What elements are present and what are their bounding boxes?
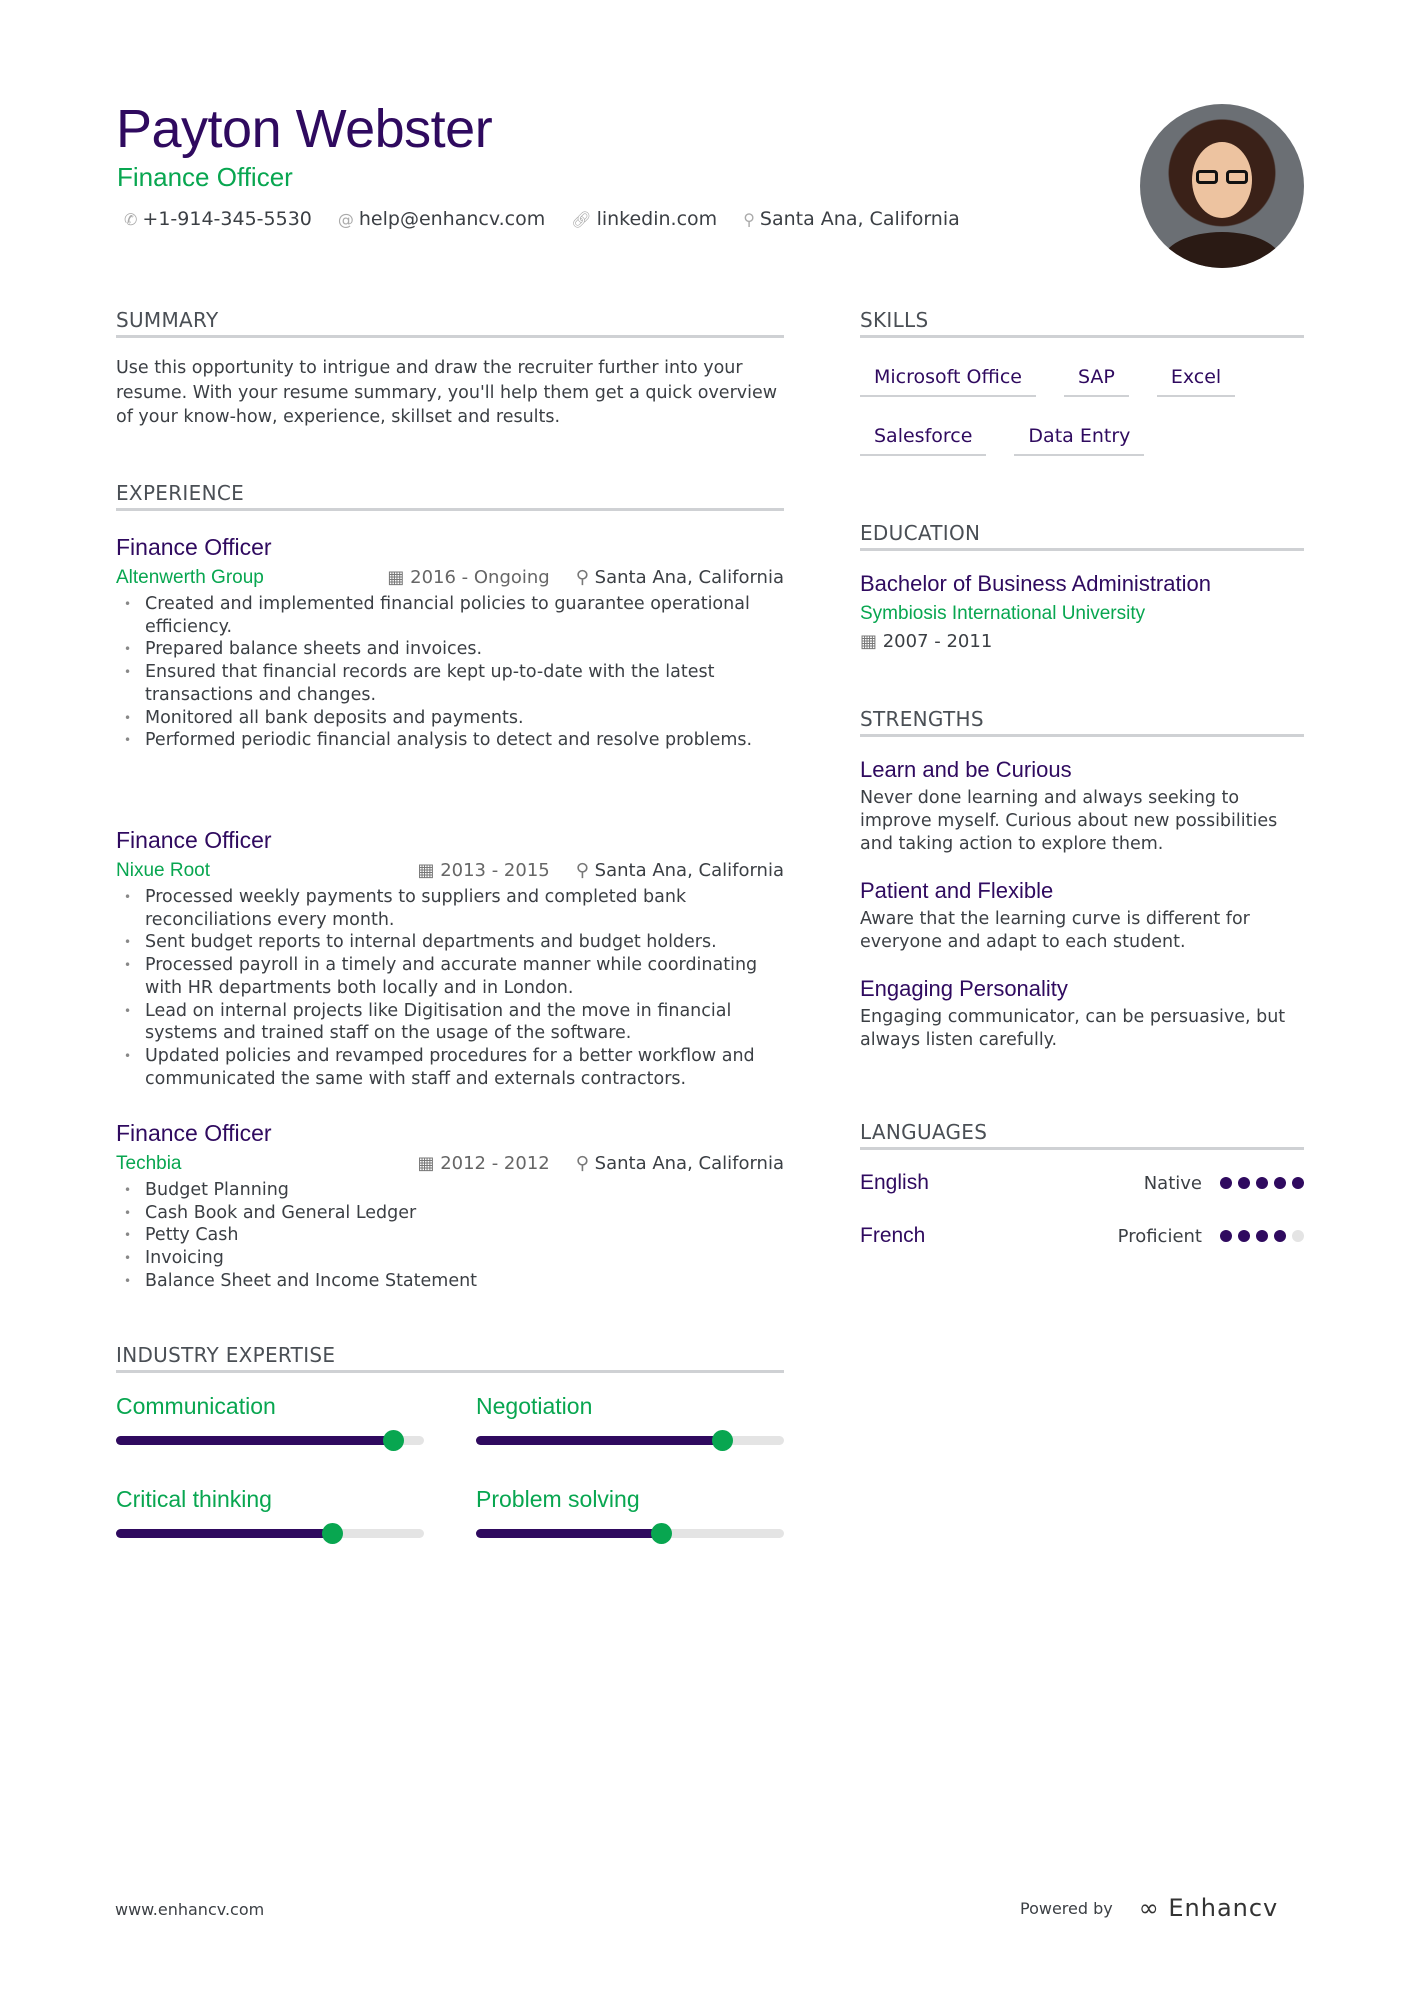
experience-heading: EXPERIENCE	[116, 481, 784, 511]
bullet-item: • Cash Book and General Ledger	[116, 1202, 784, 1225]
footer-branding	[1020, 1894, 1278, 1922]
calendar-icon: ▦	[417, 860, 441, 881]
dot-filled	[1292, 1177, 1304, 1189]
job-entry	[116, 534, 784, 752]
job-location	[576, 567, 784, 588]
skills-heading: SKILLS	[860, 308, 1304, 338]
job-title: Finance Officer	[116, 1120, 272, 1146]
bullet-item: • Updated policies and revamped procedures for a better workflow and communicated the same with staff and externals contractors.	[116, 1045, 784, 1090]
language-dots	[1220, 1177, 1304, 1189]
expertise-label: Negotiation	[476, 1393, 593, 1419]
skill-tag: Data Entry	[1014, 425, 1144, 456]
job-meta	[417, 860, 784, 881]
job-meta-row	[116, 860, 784, 882]
dot-filled	[1274, 1177, 1286, 1189]
job-dates	[417, 860, 549, 881]
job-bullets	[116, 886, 784, 1090]
job-location	[576, 860, 784, 881]
expertise-bar	[116, 1529, 424, 1538]
dot-filled	[1238, 1177, 1250, 1189]
bullet-item: • Invoicing	[116, 1247, 784, 1270]
contact-location	[743, 208, 960, 230]
expertise-item	[476, 1486, 784, 1538]
expertise-knob	[383, 1430, 404, 1451]
expertise-item	[116, 1393, 424, 1445]
link-icon: 🔗︎	[571, 210, 592, 229]
job-entry	[116, 1120, 784, 1293]
bullet-item: • Lead on internal projects like Digitisation and the move in financial systems and trained staff on the usage of the software.	[116, 1000, 784, 1045]
education-section	[860, 521, 1304, 652]
school: Symbiosis International University	[860, 603, 1146, 624]
expertise-bar-fill	[116, 1529, 332, 1538]
location-icon: ⚲	[575, 860, 595, 881]
strength-item	[860, 878, 1304, 954]
dot-empty	[1292, 1230, 1304, 1242]
skills-section	[860, 308, 1304, 456]
language-level	[1144, 1173, 1304, 1194]
dot-filled	[1220, 1230, 1232, 1242]
expertise-bar-fill	[476, 1529, 661, 1538]
company-name: Nixue Root	[116, 860, 210, 881]
job-title: Finance Officer	[116, 827, 272, 853]
dot-filled	[1274, 1230, 1286, 1242]
job-location	[576, 1153, 784, 1174]
contact-phone	[124, 208, 312, 230]
summary-text: Use this opportunity to intrigue and draw the recruiter further into your resume. With your resume summary, you'll help them get a quick overview of your know-how, experience, skillset and results.	[116, 358, 778, 427]
expertise-bar	[476, 1436, 784, 1445]
experience-heading-wrap	[116, 481, 784, 511]
skill-tag: Excel	[1157, 366, 1235, 397]
dot-filled	[1238, 1230, 1250, 1242]
job-location-text: Santa Ana, California	[594, 1153, 784, 1174]
strength-item	[860, 757, 1304, 856]
at-icon: @	[337, 210, 354, 229]
education-dates	[860, 631, 1304, 652]
company-name: Techbia	[116, 1153, 182, 1174]
industry-heading: INDUSTRY EXPERTISE	[116, 1343, 784, 1373]
contact-bar	[124, 208, 960, 230]
skill-tag: Salesforce	[860, 425, 986, 456]
strength-text: Never done learning and always seeking to improve myself. Curious about new possibilities and taking action to explore them.	[860, 788, 1278, 854]
job-meta	[417, 1153, 784, 1174]
language-name: English	[860, 1171, 929, 1194]
expertise-label: Problem solving	[476, 1486, 640, 1512]
job-dates-text: 2013 - 2015	[440, 860, 550, 881]
strength-title: Engaging Personality	[860, 976, 1068, 1001]
languages-section	[860, 1120, 1304, 1251]
contact-linkedin[interactable]	[571, 208, 717, 230]
expertise-bar-fill	[116, 1436, 393, 1445]
enhancv-logo: ∞ Enhancv	[1138, 1894, 1279, 1922]
infinity-icon: ∞	[1138, 1894, 1169, 1922]
strengths-section	[860, 707, 1304, 1074]
calendar-icon: ▦	[417, 1153, 441, 1174]
job-meta-row	[116, 1153, 784, 1175]
expertise-label: Communication	[116, 1393, 276, 1419]
candidate-name: Payton Webster	[116, 99, 493, 159]
strength-title: Patient and Flexible	[860, 878, 1054, 903]
industry-expertise-section	[116, 1343, 784, 1373]
bullet-item: • Balance Sheet and Income Statement	[116, 1270, 784, 1293]
location-icon: ⚲	[743, 210, 755, 229]
expertise-knob	[322, 1523, 343, 1544]
job-title: Finance Officer	[116, 534, 272, 560]
languages-heading: LANGUAGES	[860, 1120, 1304, 1150]
summary-heading: SUMMARY	[116, 308, 784, 338]
language-dots	[1220, 1230, 1304, 1242]
skill-tag: Microsoft Office	[860, 366, 1036, 397]
job-dates	[387, 567, 549, 588]
bullet-item: • Ensured that financial records are kept up-to-date with the latest transactions and changes.	[116, 661, 784, 706]
company-name: Altenwerth Group	[116, 567, 264, 588]
strength-item	[860, 976, 1304, 1052]
bullet-item: • Performed periodic financial analysis to detect and resolve problems.	[116, 729, 784, 752]
language-level-text: Native	[1143, 1172, 1202, 1194]
expertise-knob	[712, 1430, 733, 1451]
phone-icon: ✆	[124, 210, 138, 229]
expertise-knob	[651, 1523, 672, 1544]
expertise-bar-fill	[476, 1436, 722, 1445]
expertise-item	[116, 1486, 424, 1538]
job-meta	[387, 567, 784, 588]
strength-text: Aware that the learning curve is different for everyone and adapt to each student.	[860, 909, 1250, 952]
expertise-bar	[116, 1436, 424, 1445]
calendar-icon: ▦	[860, 631, 883, 652]
strength-title: Learn and be Curious	[860, 757, 1072, 782]
job-meta-row	[116, 567, 784, 589]
language-row	[860, 1168, 1304, 1198]
job-bullets	[116, 593, 784, 752]
job-bullets	[116, 1179, 784, 1293]
calendar-icon: ▦	[387, 567, 411, 588]
job-location-text: Santa Ana, California	[594, 860, 784, 881]
powered-by-text: Powered by	[1020, 1898, 1113, 1918]
language-level-text: Proficient	[1117, 1225, 1202, 1247]
linkedin-text[interactable]: linkedin.com	[596, 208, 718, 230]
bullet-item: • Prepared balance sheets and invoices.	[116, 638, 784, 661]
bullet-item: • Petty Cash	[116, 1224, 784, 1247]
expertise-bar	[476, 1529, 784, 1538]
dot-filled	[1256, 1230, 1268, 1242]
profile-photo	[1140, 104, 1304, 268]
footer-website[interactable]: www.enhancv.com	[115, 1900, 265, 1919]
education-dates-text: 2007 - 2011	[882, 631, 993, 652]
location-icon: ⚲	[575, 1153, 595, 1174]
skill-tag: SAP	[1064, 366, 1129, 397]
language-level	[1118, 1226, 1304, 1247]
job-dates-text: 2012 - 2012	[440, 1153, 550, 1174]
language-row	[860, 1221, 1304, 1251]
bullet-item: • Monitored all bank deposits and payments.	[116, 707, 784, 730]
expertise-item	[476, 1393, 784, 1445]
contact-email[interactable]	[338, 208, 545, 230]
candidate-title: Finance Officer	[117, 162, 293, 192]
bullet-item: • Created and implemented financial policies to guarantee operational efficiency.	[116, 593, 784, 638]
bullet-item: • Sent budget reports to internal departments and budget holders.	[116, 931, 784, 954]
strengths-heading: STRENGTHS	[860, 707, 1304, 737]
job-entry	[116, 827, 784, 1090]
job-location-text: Santa Ana, California	[594, 567, 784, 588]
education-heading: EDUCATION	[860, 521, 1304, 551]
summary-section	[116, 308, 784, 430]
dot-filled	[1220, 1177, 1232, 1189]
expertise-label: Critical thinking	[116, 1486, 272, 1512]
bullet-item: • Processed weekly payments to suppliers and completed bank reconciliations every month.	[116, 886, 784, 931]
bullet-item: • Budget Planning	[116, 1179, 784, 1202]
dot-filled	[1256, 1177, 1268, 1189]
email-text[interactable]: help@enhancv.com	[358, 208, 546, 230]
strength-text: Engaging communicator, can be persuasive, but always listen carefully.	[860, 1007, 1286, 1050]
location-text: Santa Ana, California	[759, 208, 960, 230]
job-dates	[417, 1153, 549, 1174]
job-dates-text: 2016 - Ongoing	[410, 567, 550, 588]
language-name: French	[860, 1224, 926, 1247]
bullet-item: • Processed payroll in a timely and accurate manner while coordinating with HR departments both locally and in London.	[116, 954, 784, 999]
degree: Bachelor of Business Administration	[860, 571, 1211, 596]
phone-text: +1-914-345-5530	[142, 208, 312, 230]
location-icon: ⚲	[575, 567, 595, 588]
